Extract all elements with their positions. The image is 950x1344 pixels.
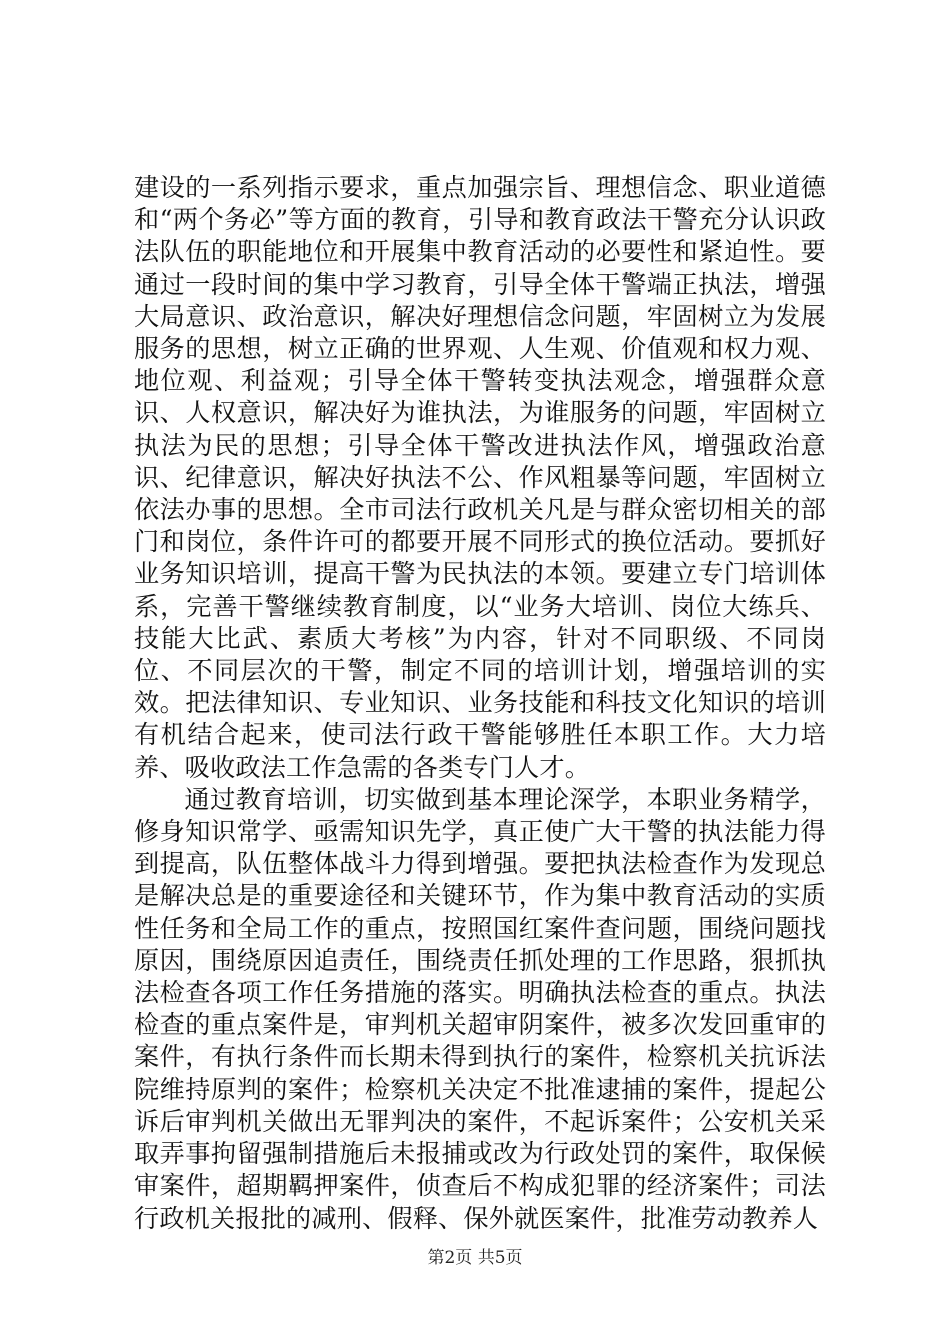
page-footer (0, 1247, 950, 1269)
paragraph-2: 通过教育培训，切实做到基本理论深学，本职业务精学，修身知识常学、亟需知识先学，真正使广大干警的执法能力得到提高，队伍整体战斗力得到增强。要把执法检查作为发现总是解决总是的重要途径和关键环节，作为集中教育活动的实质性任务和全局工作的重点，按照国红案件查问题，围绕问题找原因，围绕原因追责任，围绕责任抓处理的工作思路，狠抓执法检查各项工作任务措施的落实。明确执法检查的重点。执法检查的重点案件是，审判机关超审阴案件，被多次发回重审的案件，有执行条件而长期未得到执行的案件，检察机关抗诉法院维持原判的案件；检察机关决定不批准逮捕的案件，提起公诉后审判机关做出无罪判决的案件，不起诉案件；公安机关采取弄事拘留强制措施后未报捕或改为行政处罚的案件，取保候审案件，超期羁押案件，侦查后不构成犯罪的经济案件；司法行政机关报批的减刑、假释、保外就医案件，批准劳动教养人 (134, 784, 826, 1233)
page-number-indicator: 第2页 共5页 (427, 1248, 523, 1268)
paragraph-1: 建设的一系列指示要求，重点加强宗旨、理想信念、职业道德和“两个务必”等方面的教育，引导和教育政法干警充分认识政法队伍的职能地位和开展集中教育活动的必要性和紧迫性。要通过一段时间的集中学习教育，引导全体干警端正执法，增强大局意识、政治意识，解决好理想信念问题，牢固树立为发展服务的思想，树立正确的世界观、人生观、价值观和权力观、地位观、利益观；引导全体干警转变执法观念，增强群众意识、人权意识，解决好为谁执法，为谁服务的问题，牢固树立执法为民的思想；引导全体干警改进执法作风，增强政治意识、纪律意识，解决好执法不公、作风粗暴等问题，牢固树立依法办事的思想。全市司法行政机关凡是与群众密切相关的部门和岗位，条件许可的都要开展不同形式的换位活动。要抓好业务知识培训，提高干警为民执法的本领。要建立专门培训体系，完善干警继续教育制度，以“业务大培训、岗位大练兵、技能大比武、素质大考核”为内容，针对不同职级、不同岗位、不同层次的干警，制定不同的培训计划，增强培训的实效。把法律知识、专业知识、业务技能和科技文化知识的培训有机结合起来，使司法行政干警能够胜任本职工作。大力培养、吸收政法工作急需的各类专门人才。 (134, 173, 826, 782)
document-body (134, 172, 826, 1235)
